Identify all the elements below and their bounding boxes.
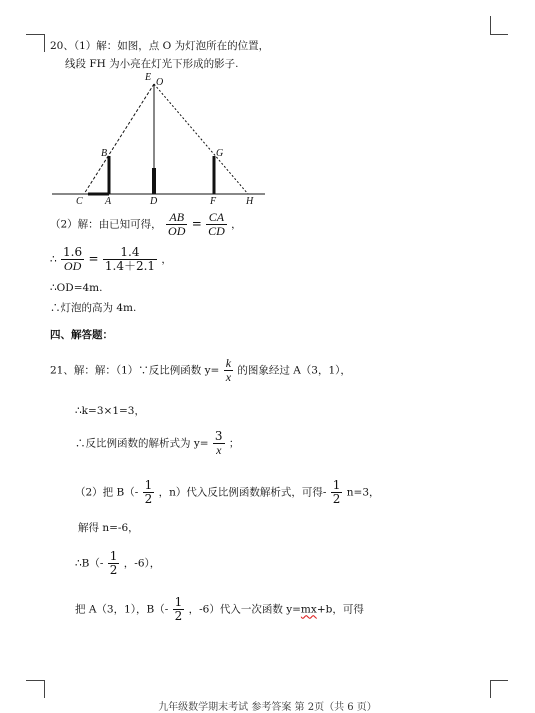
therefore-symbol: ∴ [50, 253, 57, 266]
fraction-denominator: 2 [109, 563, 118, 577]
fraction-numerator: 1.6 [63, 245, 83, 259]
fraction-k-x [224, 357, 233, 384]
label-c: C [76, 196, 83, 205]
q20-therefore-line [50, 246, 172, 273]
q20-part2 [50, 211, 242, 238]
q21-part2-text-c: n=3， [346, 486, 380, 499]
q20-part2-suffix: ， [231, 218, 242, 231]
q21-solve-line: 解得 n=-6， [78, 522, 139, 534]
crop-mark-bottom-left [44, 680, 45, 698]
q21-line1 [50, 357, 351, 384]
q21-part2-line [75, 479, 380, 506]
q21-b-prefix: ∴B（- [75, 557, 104, 570]
q20-part2-prefix: （2）解：由已知可得， [50, 218, 162, 231]
q21-last-line [75, 596, 364, 623]
fraction-numerator: 3 [214, 429, 223, 443]
fraction-denominator: CD [208, 224, 225, 238]
q21-line1-suffix: 的图象经过 A（3，1）， [237, 364, 351, 377]
fraction-denominator: OD [63, 259, 82, 273]
q20-od-line: ∴OD=4m. [50, 282, 103, 294]
fraction-numerator: 1 [332, 478, 341, 492]
crop-mark-top-left [26, 34, 44, 35]
fraction-numerator: 1 [174, 595, 183, 609]
fraction-3-x [213, 430, 225, 457]
q21-expression-prefix: ∴反比例函数的解析式为 y= [75, 437, 209, 450]
fraction-numerator: 1 [109, 549, 118, 563]
fraction-one-half [108, 550, 120, 577]
q21-expression-suffix: ； [228, 437, 240, 450]
equals-sign: = [88, 251, 99, 266]
q21-b-suffix: ，-6）， [123, 557, 161, 570]
q20-line2: 线段 FH 为小亮在灯光下形成的影子. [65, 58, 239, 70]
q21-last-text-c: +b，可得 [316, 603, 364, 616]
fraction-1-6-od [61, 246, 84, 273]
fraction-one-half [173, 596, 185, 623]
label-a: A [105, 196, 112, 205]
fraction-denominator: OD [168, 224, 186, 238]
fraction-numerator: k [225, 356, 232, 370]
label-o: O [156, 77, 164, 88]
label-f: F [210, 196, 217, 205]
fraction-denominator: x [225, 370, 232, 384]
label-d: D [150, 196, 158, 205]
fraction-numerator: AB [166, 211, 187, 225]
crop-mark-top-right [490, 16, 491, 34]
crop-mark-bottom-left [26, 680, 44, 681]
fraction-one-half [331, 479, 343, 506]
q21-line1-prefix: 21、解：解：（1）∵反比例函数 y= [50, 364, 220, 377]
label-b: B [101, 148, 108, 159]
crop-mark-bottom-right [490, 680, 508, 681]
label-h: H [246, 196, 254, 205]
fraction-numerator: 1.4 [103, 246, 157, 260]
geometry-figure [50, 70, 270, 205]
q21-k-line: ∴k=3×1=3， [75, 405, 145, 417]
q21-part2-text-b: ，n）代入反比例函数解析式，可得- [158, 486, 327, 499]
light-ray-right [154, 84, 248, 194]
q21-b-line [75, 550, 160, 577]
fraction-denominator: 2 [332, 492, 341, 506]
q21-part2-text-a: （2）把 B（- [75, 486, 139, 499]
q21-last-text-b: ，-6）代入一次函数 y= [188, 603, 301, 616]
q21-last-text-a: 把 A（3，1），B（- [75, 603, 169, 616]
page-footer: 九年级数学期末考试 参考答案 第 2页（共 6 页） [158, 702, 377, 713]
fraction-numerator: 1 [144, 478, 153, 492]
fraction-ab-od [166, 211, 187, 238]
section-4-title: 四、解答题： [50, 329, 113, 341]
crop-mark-top-right [490, 34, 508, 35]
crop-mark-bottom-right [490, 680, 491, 698]
label-g: G [216, 148, 224, 159]
fraction-denominator: 2 [174, 609, 183, 623]
crop-mark-top-left [44, 34, 45, 52]
fraction-ca-cd [206, 211, 227, 238]
label-e: E [145, 72, 152, 83]
equals-sign: = [191, 216, 202, 231]
q20-line1: 20、（1）解：如图，点 O 为灯泡所在的位置， [50, 40, 270, 52]
q21-expression-line [75, 430, 239, 457]
fraction-numerator: CA [206, 211, 227, 225]
fraction-1-4-sum [103, 246, 157, 273]
light-ray-left [84, 84, 154, 194]
q20-therefore-suffix: ， [161, 253, 172, 266]
fraction-one-half [143, 479, 155, 506]
spellcheck-underlined-word: mx [300, 603, 317, 616]
q20-height-line: ∴灯泡的高为 4m. [50, 302, 137, 314]
fraction-denominator: x [216, 443, 222, 457]
fraction-denominator: 1.4＋2.1 [104, 259, 156, 273]
fraction-denominator: 2 [144, 492, 153, 506]
